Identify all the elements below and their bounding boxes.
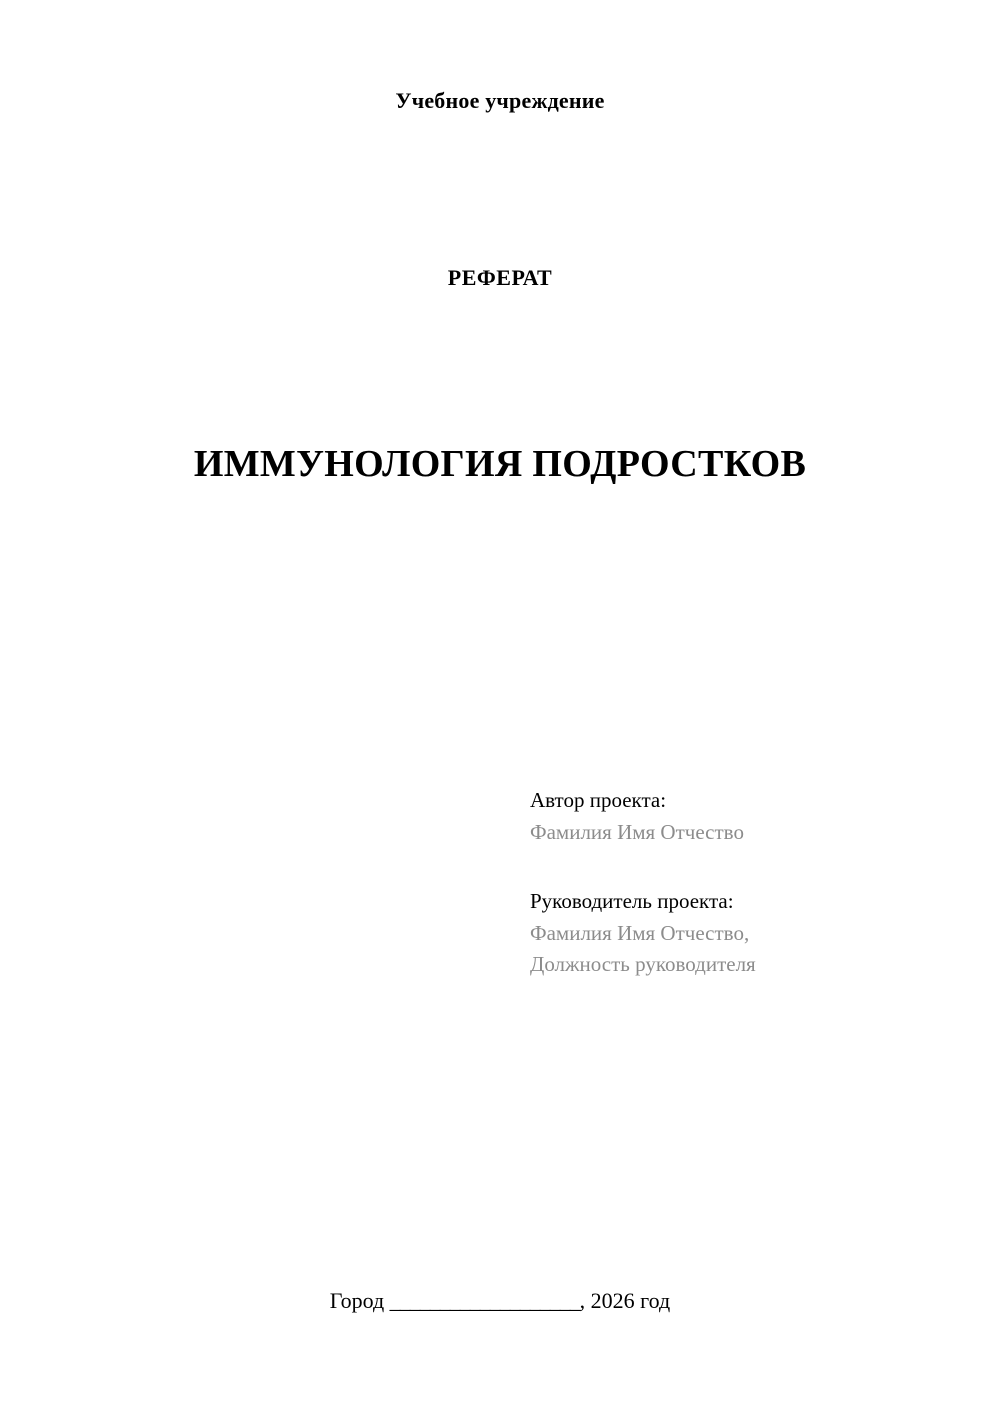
footer-city-year	[0, 1288, 1000, 1314]
city-blank-line: ___________________	[389, 1288, 580, 1313]
author-label: Автор проекта:	[530, 788, 667, 812]
author-block	[530, 785, 930, 848]
page-title: ИММУНОЛОГИЯ ПОДРОСТКОВ	[193, 443, 807, 485]
author-value: Фамилия Имя Отчество	[530, 819, 744, 844]
supervisor-block	[530, 886, 930, 981]
supervisor-value-line-1: Фамилия Имя Отчество,	[530, 920, 750, 945]
city-label: Город	[329, 1288, 385, 1313]
year-text: , 2026 год	[579, 1288, 671, 1313]
credits-block	[530, 785, 930, 981]
supervisor-value-line-2: Должность руководителя	[530, 952, 756, 976]
institution-name: Учебное учреждение	[395, 88, 605, 113]
document-type: РЕФЕРАТ	[447, 265, 553, 290]
supervisor-label: Руководитель проекта:	[530, 889, 734, 913]
